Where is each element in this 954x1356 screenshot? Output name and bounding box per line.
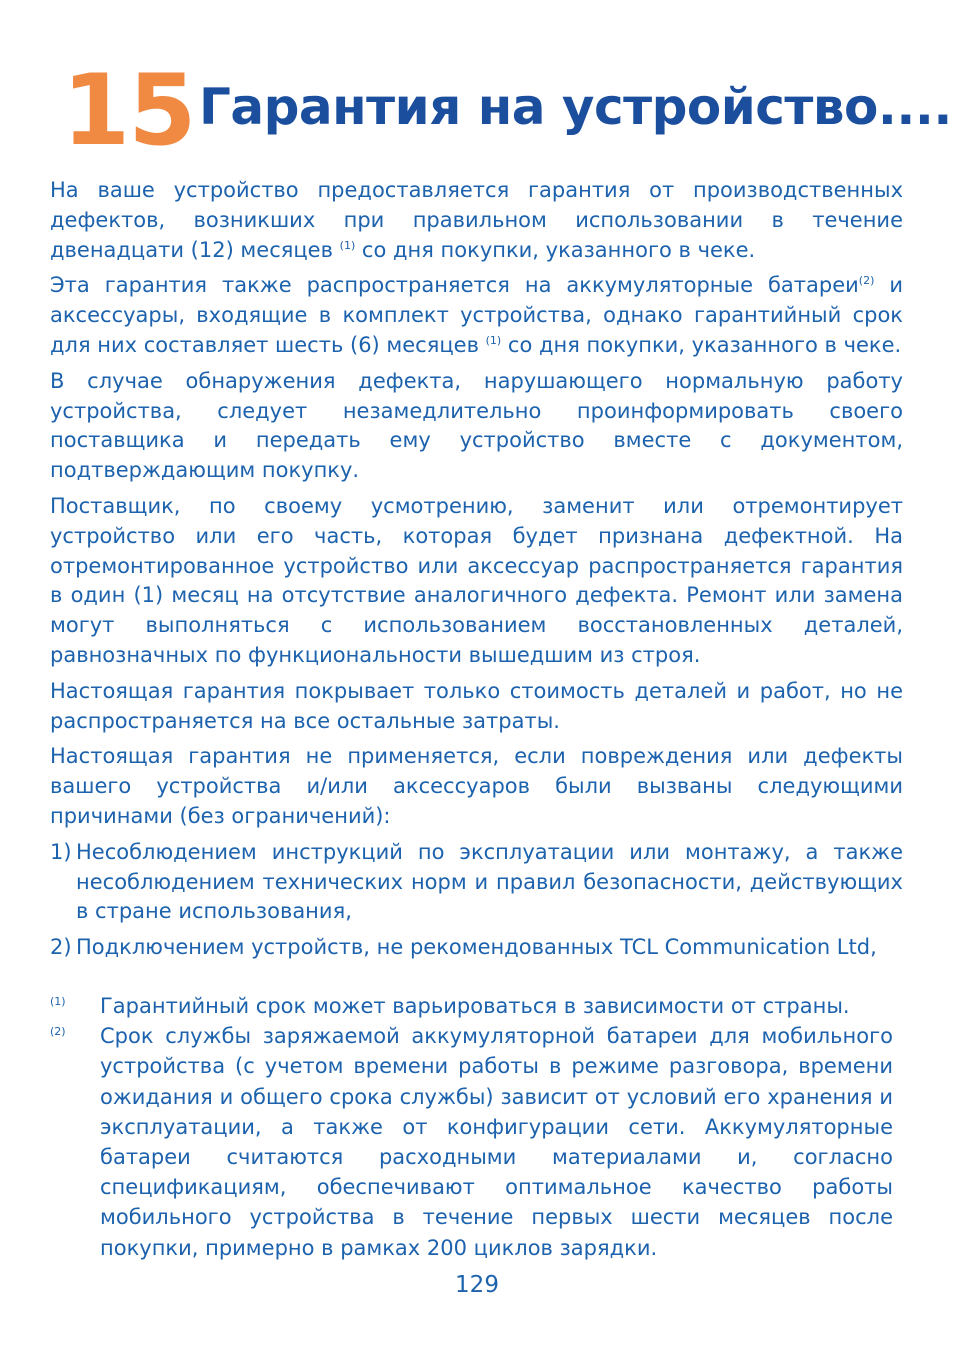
- footnote-text: Гарантийный срок может варьироваться в зависимости от страны.: [100, 994, 850, 1018]
- page-number: 129: [455, 1272, 499, 1298]
- footnote-mark: (2): [50, 1025, 66, 1039]
- footnote: [50, 991, 893, 1021]
- list-item-text: Подключением устройств, не рекомендованных TCL Communication Ltd,: [76, 935, 877, 960]
- footnote-ref: (2): [858, 274, 875, 288]
- list-item-number: 2): [50, 935, 72, 960]
- list-item-number: 1): [50, 839, 72, 864]
- footnote-text: Срок службы заряжаемой аккумуляторной батареи для мобильного устройства (с учетом времени работы в режиме разговора, времени ожидания и общего срока службы) зависит от условий его хранения и эксплуатации, а также от конфигурации сети. Аккумуляторные батареи считаются расходными материалами и, согласно спецификациям, обеспечивают оптимальное качество работы мобильного устройства в течение первых шести месяцев после покупки, примерно в рамках 200 циклов зарядки.: [100, 1024, 893, 1260]
- list-item: [50, 933, 903, 963]
- list-item: [50, 838, 903, 927]
- paragraph-exclusions: [50, 742, 903, 831]
- paragraph-text: со дня покупки, указанного в чеке.: [355, 237, 756, 262]
- paragraph-text: со дня покупки, указанного в чеке.: [501, 332, 902, 357]
- chapter-header: [62, 54, 952, 168]
- paragraph-text: На ваше устройство предоставляется гарантия от производственных дефектов, возникших при правильном использовании в течение двенадцати (12) месяцев: [50, 178, 903, 262]
- paragraph-repair: [50, 492, 903, 671]
- footnote: [50, 1021, 893, 1263]
- footnotes: [50, 991, 893, 1263]
- footnote-ref: (1): [485, 333, 502, 347]
- paragraph-text: Настоящая гарантия покрывает только стоимость деталей и работ, но не распространяется на все остальные затраты.: [50, 678, 903, 733]
- chapter-title: Гарантия на устройство....: [199, 78, 952, 136]
- footnote-mark: (1): [50, 995, 66, 1008]
- paragraph-warranty-period: [50, 176, 903, 265]
- paragraph-text: Поставщик, по своему усмотрению, заменит или отремонтирует устройство или его часть, которая будет признана дефектной. На отремонтированное устройство или аксессуар распространяется гарантия в один (1) месяц на отсутствие аналогичного дефекта. Ремонт или замена могут выполняться с использованием восстановленных деталей, равнозначных по функциональности вышедшим из строя.: [50, 493, 903, 667]
- paragraph-text: Настоящая гарантия не применяется, если повреждения или дефекты вашего устройства и/или аксессуаров были вызваны следующими причинами (без ограничений):: [50, 744, 903, 828]
- paragraph-defect-report: [50, 367, 903, 486]
- paragraph-coverage: [50, 677, 903, 737]
- body-text: [50, 176, 903, 969]
- paragraph-batteries: [50, 271, 903, 360]
- paragraph-text: и аксессуары, входящие в комплект устройства, однако гарантийный срок для них составляет шесть (6) месяцев: [50, 273, 903, 357]
- paragraph-text: В случае обнаружения дефекта, нарушающего нормальную работу устройства, следует незамедлительно проинформировать своего поставщика и передать ему устройство вместе с документом, подтверждающим покупку.: [50, 368, 903, 483]
- footnote-ref: (1): [339, 238, 356, 252]
- paragraph-text: Эта гарантия также распространяется на аккумуляторные батареи: [50, 273, 859, 298]
- chapter-number: 15: [62, 54, 195, 168]
- list-item-text: Несоблюдением инструкций по эксплуатации или монтажу, а также несоблюдением технических норм и правил безопасности, действующих в стране использования,: [76, 839, 903, 924]
